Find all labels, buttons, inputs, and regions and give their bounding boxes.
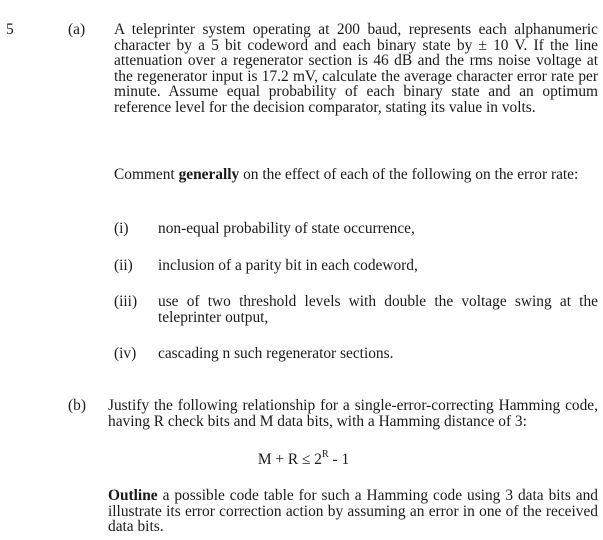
item-label-i: (i) (114, 220, 129, 237)
comment-suffix: on the effect of each of the following on the error rate: (239, 166, 579, 183)
formula-lhs: M + R ≤ 2 (257, 451, 322, 468)
item-label-iii: (iii) (114, 293, 138, 310)
formula-exponent: R (321, 448, 329, 460)
part-a-label: (a) (68, 21, 86, 38)
part-b-text: Justify the following relationship for a single-error-correcting Hamming code, having R check bits and M data bits, with a Hamming distance of 3: (108, 397, 598, 430)
hamming-bound-formula (0, 448, 603, 468)
part-a-text: A teleprinter system operating at 200 baud, represents each alphanumeric character by a 5 bit codeword and each binary state by ± 10 V. If the line attenuation over a regenerator section is 46 dB and the rms noise voltage at the regenerator input is 17.2 mV, calculate the average character error rate per minute. Assume equal probability of each binary state and an optimum reference level for the decision comparator, stating its value in volts. (114, 21, 598, 116)
comment-prefix: Comment (114, 166, 179, 183)
item-text-iii: use of two threshold levels with double the voltage swing at the teleprinter output, (158, 293, 598, 326)
outline-text: a possible code table for such a Hamming code using 3 data bits and illustrate its error correction action by assuming an error in one of the received data bits. (108, 487, 598, 536)
item-label-ii: (ii) (114, 257, 133, 274)
item-label-iv: (iv) (114, 345, 137, 362)
comment-emphasis: generally (178, 166, 240, 183)
outline-instruction (108, 488, 598, 535)
item-text-ii: inclusion of a parity bit in each codeword, (158, 257, 418, 274)
outline-emphasis: Outline (108, 487, 158, 504)
formula-rhs: - 1 (328, 451, 350, 468)
part-b-label: (b) (68, 397, 86, 414)
item-text-iv: cascading n such regenerator sections. (158, 345, 394, 362)
question-number: 5 (6, 21, 14, 38)
item-text-i: non-equal probability of state occurrence, (158, 220, 415, 237)
comment-instruction (114, 167, 598, 183)
